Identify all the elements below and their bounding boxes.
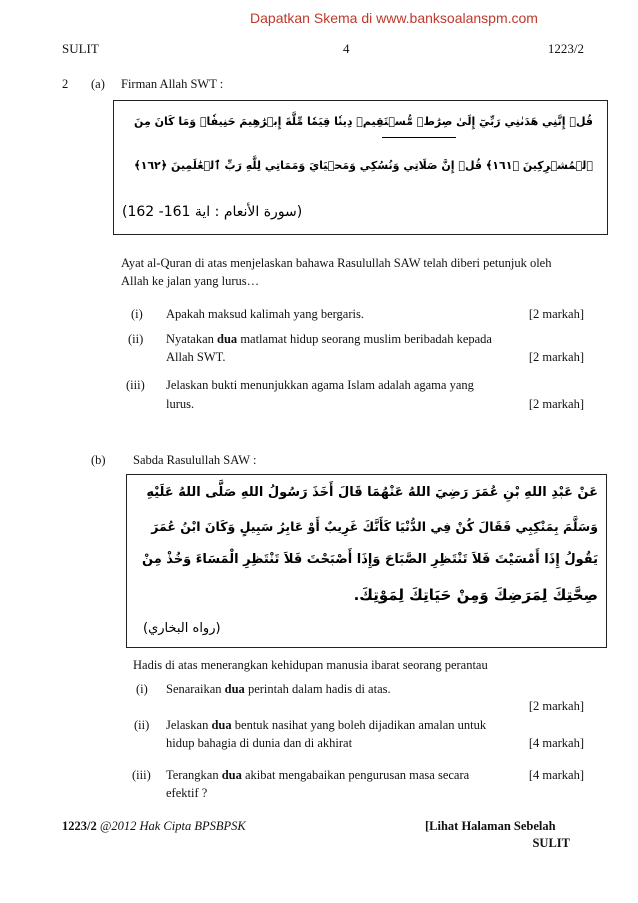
b-item-3-mark: [4 markah] — [528, 768, 584, 782]
page-number: 4 — [343, 41, 350, 56]
a-item-1-text: Apakah maksud kalimah yang bergaris. — [166, 307, 364, 321]
hadith-line-3: يَقُولُ إِذَا أَمْسَيْتَ فَلاَ تَنْتَظِرِ الصَّبَاحَ وَإِذَا أَصْبَحْتَ فَلاَ تَنْتَظِرِ الْمَسَاءَ وَخُذْ مِنْ — [142, 552, 598, 567]
a-item-3-mark: [2 markah] — [528, 397, 584, 411]
hadith-line-2: وَسَلَّمَ بِمَنْكِبِي فَقَالَ كُنْ فِي الدُّنْيَا كَأَنَّكَ غَرِيبٌ أَوْ عَابِرُ سَبِيلٍ وَكَانَ ابْنُ عُمَرَ — [151, 519, 598, 534]
b-item-2-text-cont: hidup bahagia di dunia dan di akhirat — [166, 736, 353, 750]
part-a-intro-2: Allah ke jalan yang lurus… — [121, 274, 260, 288]
b-item-2-mark: [4 markah] — [528, 736, 584, 750]
header-code: 1223/2 — [547, 41, 584, 56]
hadith-line-1: عَنْ عَبْدِ اللهِ بْنِ عُمَرَ رَضِيَ اللهُ عَنْهُمَا قَالَ أَخَذَ رَسُولُ اللهِ صَلَّى اللهُ عَلَيْهِ — [146, 485, 598, 500]
a-item-3-text: Jelaskan bukti menunjukkan agama Islam adalah agama yang — [166, 378, 474, 392]
footer-sulit: SULIT — [532, 836, 570, 850]
hadith-line-4: صِحَّتِكَ لِمَرَضِكَ وَمِنْ حَيَاتِكَ لِمَوْتِكَ. — [353, 586, 598, 604]
part-a-label: (a) — [91, 77, 105, 91]
question-number: 2 — [62, 77, 69, 91]
a-item-2-number: (ii) — [128, 332, 144, 346]
quran-verse-box — [113, 100, 608, 235]
a-item-1-number: (i) — [131, 307, 143, 321]
b-item-2-number: (ii) — [134, 718, 150, 732]
part-b-label: (b) — [91, 453, 106, 467]
a-item-1-mark: [2 markah] — [528, 307, 584, 321]
part-a-intro-1: Ayat al-Quran di atas menjelaskan bahawa Rasulullah SAW telah diberi petunjuk oleh — [121, 256, 552, 270]
verse-source: (سورة الأنعام : اية 161- 162) — [122, 204, 303, 220]
part-b-title: Sabda Rasulullah SAW : — [133, 453, 257, 467]
hadith-source: (رواه البخاري) — [143, 621, 221, 636]
b-item-3-text-cont: efektif ? — [166, 786, 208, 800]
a-item-3-text-cont: lurus. — [166, 397, 195, 411]
b-item-1-text: Senaraikan dua perintah dalam hadis di atas. — [166, 682, 391, 696]
footer-copyright: 1223/2 @2012 Hak Cipta BPSBPSK — [62, 819, 246, 833]
footer-next-page: [Lihat Halaman Sebelah — [425, 819, 556, 833]
verse-line-1: قُلۡ إِنَّنِي هَدَىٰنِي رَبِّيٓ إِلَىٰ صِرَٰطٖ مُّسۡتَقِيمٖ دِينٗا قِيَمٗا مِّلَّةَ إِبۡرَٰهِيمَ حَنِيفٗاۚ وَمَا كَانَ مِنَ — [134, 115, 593, 128]
a-item-3-number: (iii) — [126, 378, 145, 392]
b-item-3-text: Terangkan dua akibat mengabaikan pengurusan masa secara — [166, 768, 470, 782]
hadith-box — [126, 474, 607, 648]
header-sulit: SULIT — [62, 41, 99, 56]
b-item-2-text: Jelaskan dua bentuk nasihat yang boleh dijadikan amalan untuk — [166, 718, 487, 732]
part-a-title: Firman Allah SWT : — [121, 77, 224, 91]
part-b-intro: Hadis di atas menerangkan kehidupan manusia ibarat seorang perantau — [133, 658, 488, 672]
b-item-1-number: (i) — [136, 682, 148, 696]
a-item-2-text: Nyatakan dua matlamat hidup seorang muslim beribadah kepada — [166, 332, 492, 346]
verse-line-2 — [134, 159, 593, 172]
a-item-2-text-cont: Allah SWT. — [166, 350, 226, 364]
verse-line-2-text: ٱلۡمُشۡرِكِينَ ﴿١٦١﴾ قُلۡ إِنَّ صَلَاتِي وَنُسُكِي وَمَحۡيَايَ وَمَمَاتِي لِلَّهِ رَبِّ ٱلۡعَٰلَمِينَ ﴿١٦٢﴾ — [134, 159, 593, 172]
b-item-1-mark: [2 markah] — [528, 699, 584, 713]
verse-underline — [382, 137, 456, 138]
watermark-text: Dapatkan Skema di www.banksoalanspm.com — [250, 10, 538, 26]
b-item-3-number: (iii) — [132, 768, 151, 782]
a-item-2-mark: [2 markah] — [528, 350, 584, 364]
